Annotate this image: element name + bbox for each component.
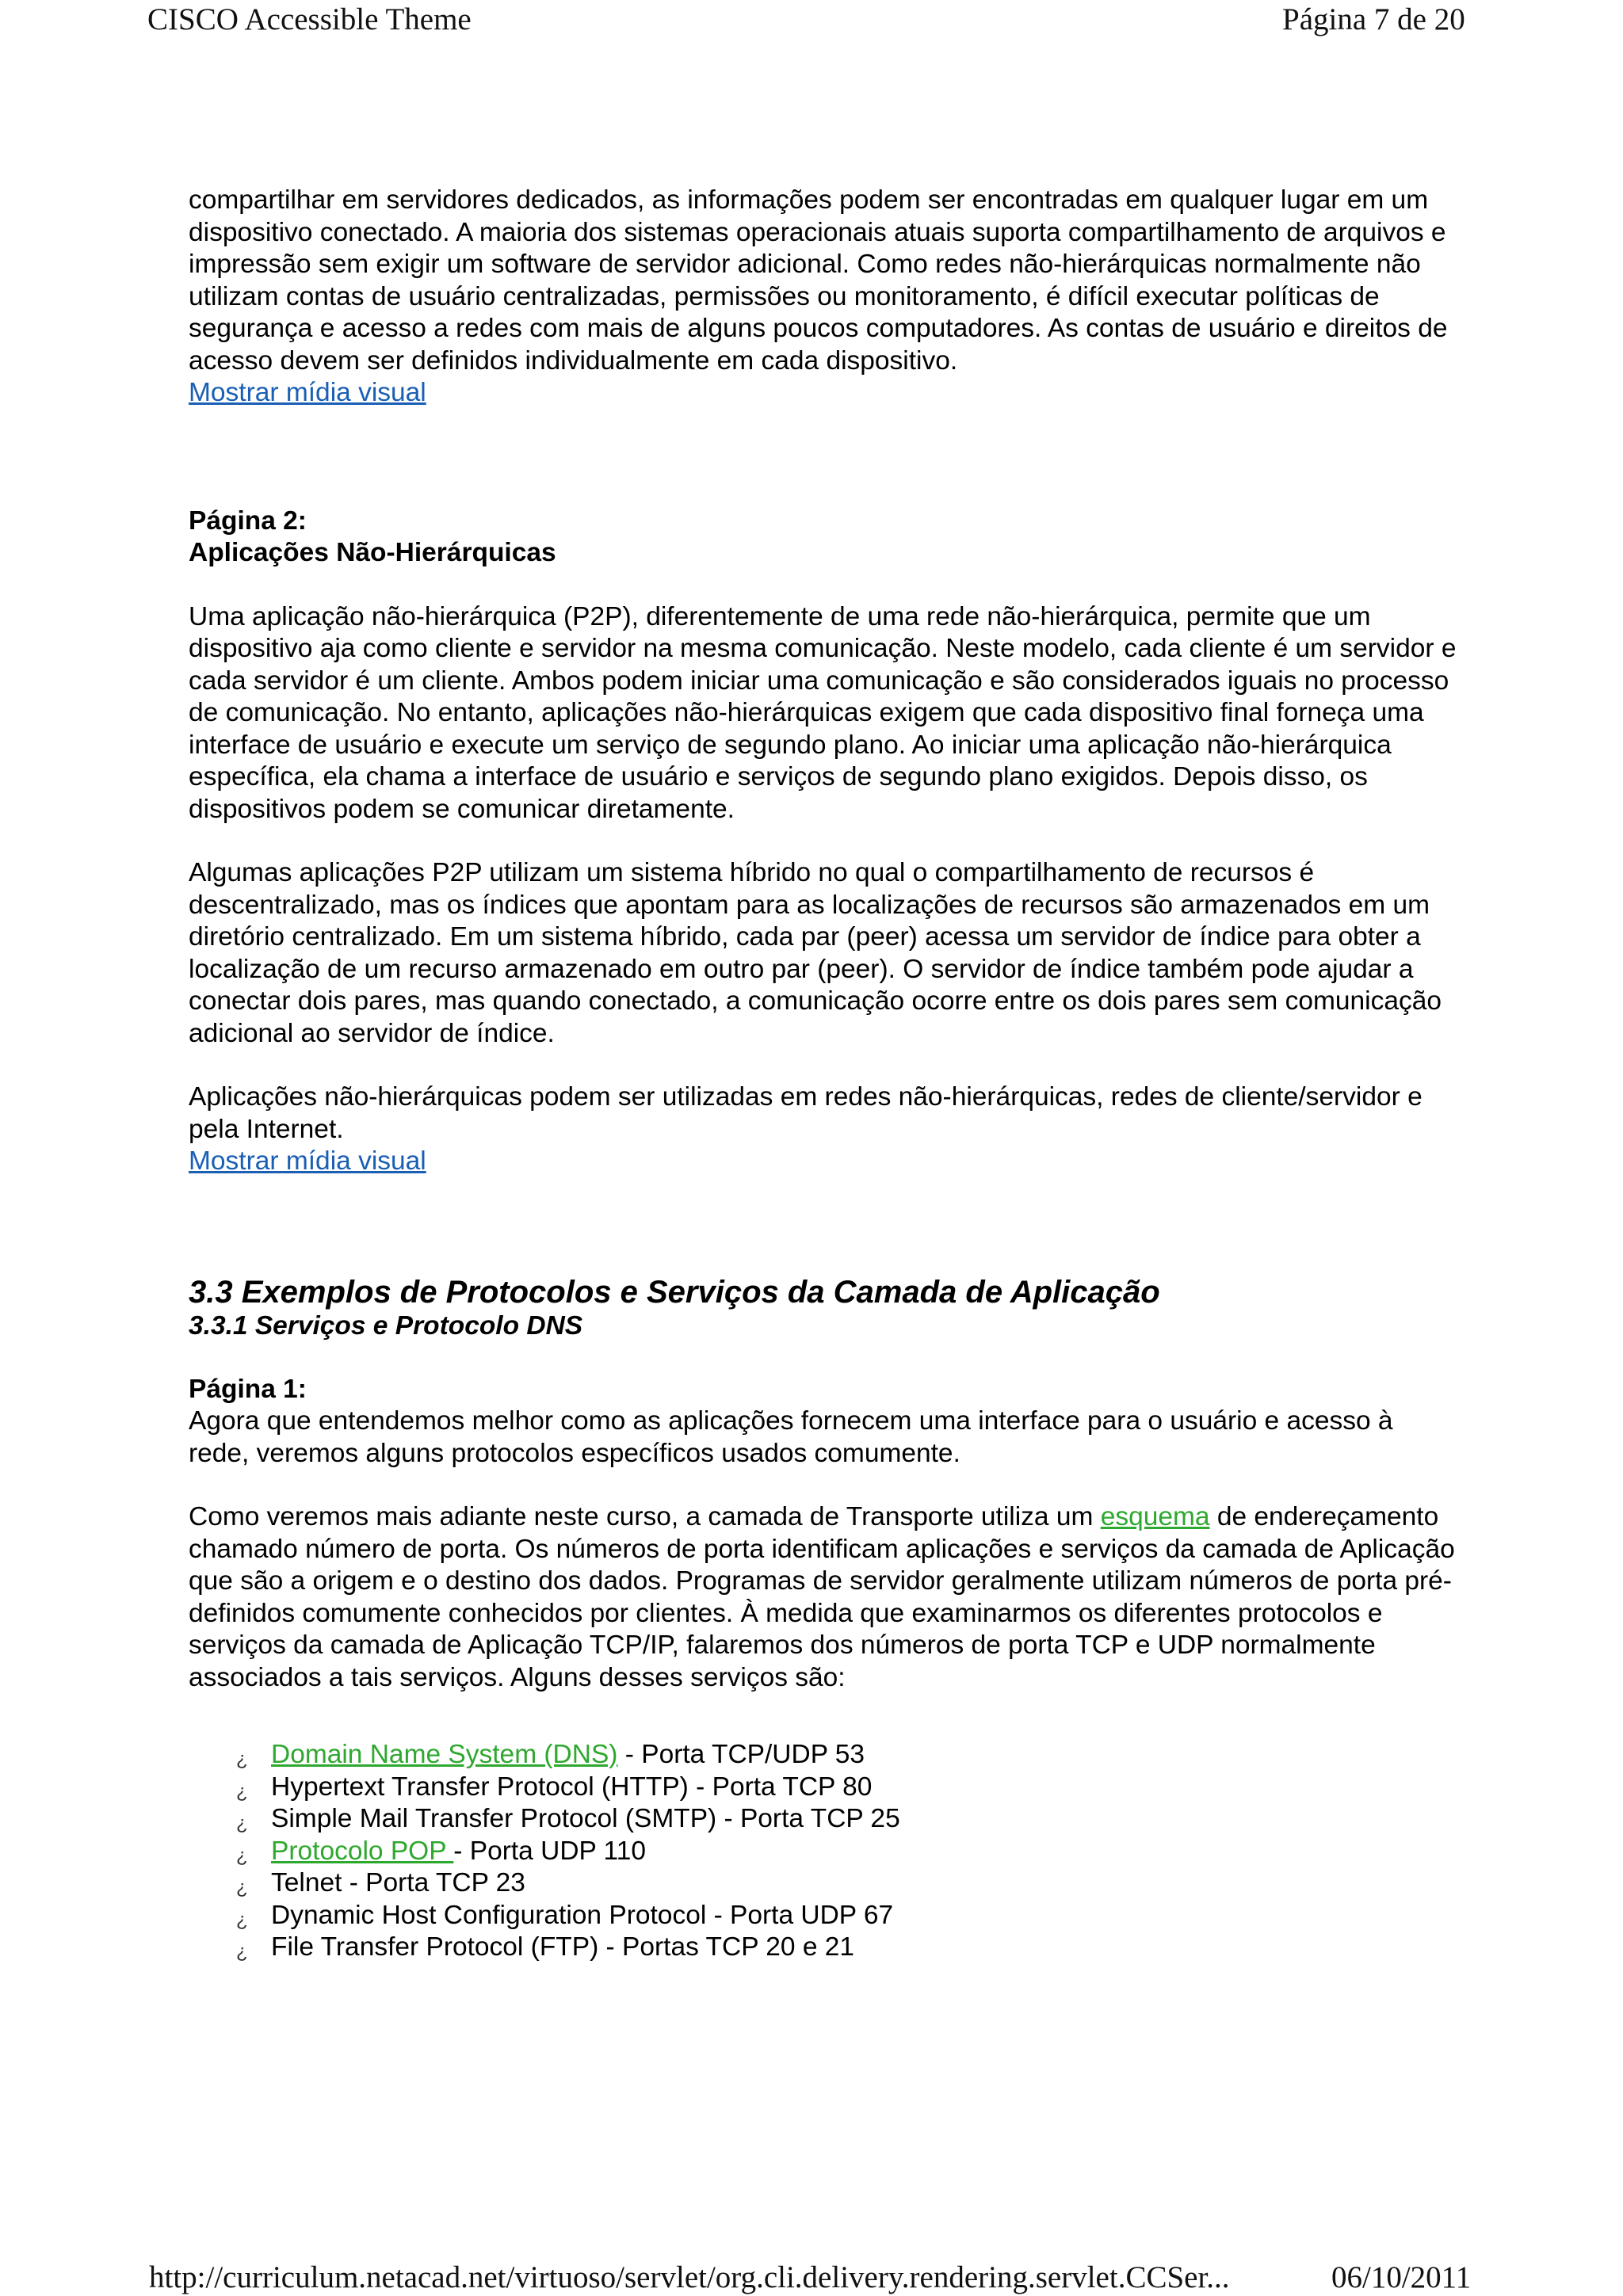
dns-paragraph-1: Agora que entendemos melhor como as aplicações fornecem uma interface para o usuário e acesso à rede, veremos alguns protocolos específicos usados comumente. — [189, 1406, 1393, 1468]
service-list-item — [189, 1836, 1457, 1868]
service-list-item — [189, 1772, 1457, 1804]
spacer — [189, 826, 1457, 857]
show-visual-media-link-2[interactable]: Mostrar mídia visual — [189, 1146, 426, 1176]
intro-paragraph: compartilhar em servidores dedicados, as informações podem ser encontradas em qualquer lugar em um dispositivo conectado. A maioria dos sistemas operacionais atuais suporta compartilhamento de arquivos e impressão sem exigir um software de servidor adicional. Como redes não-hierárquicas normalmente não utilizam contas de usuário centralizadas, permissões ou monitoramento, é difícil executar políticas de segurança e acesso a redes com mais de alguns poucos computadores. As contas de usuário e direitos de acesso devem ser definidos individualmente em cada dispositivo. — [189, 185, 1448, 376]
page-header — [0, 2, 1623, 38]
spacer — [189, 1050, 1457, 1081]
services-list — [189, 1739, 1457, 1964]
bullet-icon: ¿ — [236, 1813, 248, 1834]
bullet-icon: ¿ — [236, 1877, 248, 1898]
service-text: Simple Mail Transfer Protocol (SMTP) - Porta TCP 25 — [271, 1804, 900, 1833]
page-2-title: Aplicações Não-Hierárquicas — [189, 538, 556, 567]
show-visual-media-link[interactable]: Mostrar mídia visual — [189, 378, 426, 407]
footer-url: http://curriculum.netacad.net/virtuoso/servlet/org.cli.delivery.rendering.servlet.CCSer... — [149, 2260, 1230, 2294]
p2p-paragraph-3: Aplicações não-hierárquicas podem ser utilizadas em redes não-hierárquicas, redes de cliente/servidor e pela Internet. — [189, 1082, 1423, 1144]
service-text: File Transfer Protocol (FTP) - Portas TCP 20 e 21 — [271, 1932, 855, 1962]
page-2-label: Página 2: — [189, 505, 307, 536]
bullet-icon: ¿ — [236, 1941, 248, 1962]
dns-paragraph-2 — [189, 1501, 1457, 1694]
bullet-icon: ¿ — [236, 1909, 248, 1931]
service-link[interactable]: Domain Name System (DNS) — [271, 1740, 618, 1769]
intro-link-line — [189, 377, 1457, 410]
spacer — [189, 1342, 1457, 1374]
bullet-icon: ¿ — [236, 1780, 248, 1802]
page-number: Página 7 de 20 — [1282, 2, 1465, 36]
spacer — [189, 410, 1457, 505]
service-list-item — [189, 1739, 1457, 1772]
service-list-item — [189, 1932, 1457, 1964]
page-1-label: Página 1: — [189, 1374, 307, 1404]
service-text: - Porta TCP/UDP 53 — [617, 1740, 865, 1769]
service-list-item — [189, 1803, 1457, 1836]
dns-paragraph-2-end: de endereçamento chamado número de porta. Os números de porta identificam aplicações e serviços da camada de Aplicação que são a origem e o destino dos dados. Programas de servidor geralmente utilizam números de porta pré-definidos comumente conhecidos por clientes. À medida que examinarmos os diferentes protocolos e serviços da camada de Aplicação TCP/IP, falaremos dos números de porta TCP e UDP normalmente associados a tais serviços. Alguns desses serviços são: — [189, 1502, 1455, 1692]
spacer — [189, 1694, 1457, 1739]
service-text: Telnet - Porta TCP 23 — [271, 1868, 525, 1897]
section-3-3-1-subtitle: 3.3.1 Serviços e Protocolo DNS — [189, 1310, 583, 1341]
page-footer — [0, 2260, 1623, 2296]
bullet-icon: ¿ — [236, 1844, 248, 1867]
esquema-link[interactable]: esquema — [1100, 1502, 1210, 1531]
page-2-link-line — [189, 1146, 1457, 1178]
service-link[interactable]: Protocolo POP — [271, 1836, 454, 1866]
bullet-icon: ¿ — [236, 1749, 248, 1770]
spacer — [189, 1470, 1457, 1501]
service-text: Hypertext Transfer Protocol (HTTP) - Porta TCP 80 — [271, 1772, 873, 1802]
footer-date: 06/10/2011 — [1331, 2260, 1472, 2294]
service-text: Dynamic Host Configuration Protocol - Porta UDP 67 — [271, 1900, 894, 1930]
service-list-item — [189, 1900, 1457, 1932]
p2p-paragraph-1: Uma aplicação não-hierárquica (P2P), diferentemente de uma rede não-hierárquica, permite que um dispositivo aja como cliente e servidor na mesma comunicação. Neste modelo, cada cliente é um servidor e cada servidor é um cliente. Ambos podem iniciar uma comunicação e são considerados iguais no processo de comunicação. No entanto, aplicações não-hierárquicas exigem que cada dispositivo final forneça uma interface de usuário e execute um serviço de segundo plano. Ao iniciar uma aplicação não-hierárquica específica, ela chama a interface de usuário e serviços de segundo plano exigidos. Depois disso, os dispositivos podem se comunicar diretamente. — [189, 601, 1457, 824]
p2p-paragraph-2: Algumas aplicações P2P utilizam um sistema híbrido no qual o compartilhamento de recursos é descentralizado, mas os índices que apontam para as localizações de recursos são armazenados em um diretório centralizado. Em um sistema híbrido, cada par (peer) acessa um servidor de índice para obter a localização de um recurso armazenado em outro par (peer). O servidor de índice também pode ajudar a conectar dois pares, mas quando conectado, a comunicação ocorre entre os dois pares sem comunicação adicional ao servidor de índice. — [189, 858, 1442, 1048]
service-text: - Porta UDP 110 — [453, 1836, 646, 1866]
dns-paragraph-2-start: Como veremos mais adiante neste curso, a camada de Transporte utiliza um — [189, 1502, 1101, 1531]
service-list-item — [189, 1867, 1457, 1900]
document-body — [189, 185, 1457, 1964]
section-3-3-title: 3.3 Exemplos de Protocolos e Serviços da Camada de Aplicação — [189, 1274, 1160, 1310]
header-title: CISCO Accessible Theme — [147, 2, 472, 36]
spacer — [189, 570, 1457, 601]
spacer — [189, 1178, 1457, 1274]
